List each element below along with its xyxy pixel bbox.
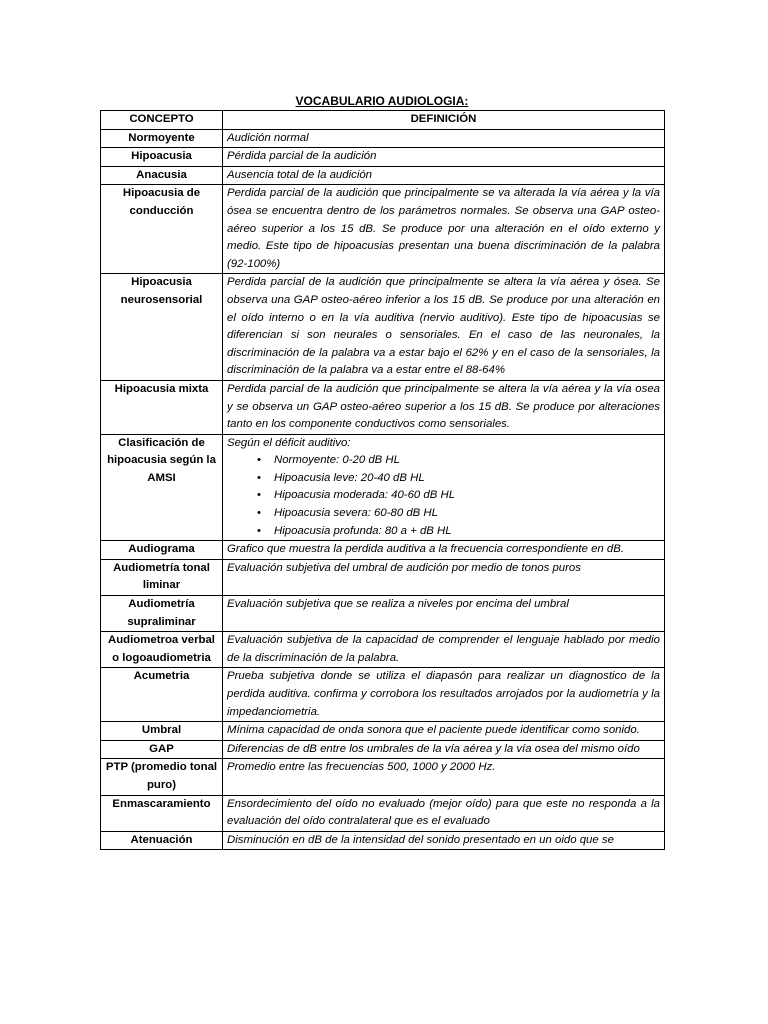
definition-cell: Audición normal [223,129,665,148]
definition-cell: Mínima capacidad de onda sonora que el paciente puede identificar como sonido. [223,722,665,741]
header-concept: CONCEPTO [101,111,223,130]
header-definition: DEFINICIÓN [223,111,665,130]
concept-cell: Audiometría supraliminar [101,596,223,632]
definition-cell: Evaluación subjetiva del umbral de audición por medio de tonos puros [223,559,665,595]
table-row [101,380,665,434]
vocabulary-table [100,110,665,850]
definition-cell: Disminución en dB de la intensidad del sonido presentado en un oido que se [223,831,665,850]
concept-cell: Atenuación [101,831,223,850]
concept-cell: Hipoacusia neurosensorial [101,274,223,381]
classification-list [227,452,660,540]
definition-cell: Diferencias de dB entre los umbrales de la vía aérea y la vía osea del mismo oído [223,740,665,759]
concept-cell: Normoyente [101,129,223,148]
table-row [101,274,665,381]
definition-cell: Pérdida parcial de la audición [223,148,665,167]
table-row [101,596,665,632]
definition-cell: Perdida parcial de la audición que principalmente se altera la vía aérea y ósea. Se observa una GAP osteo-aéreo inferior a los 15 dB. Se produce por una alteración en el oído interno o en la vía auditiva (nervio auditivo). Este tipo de hipoacusias se diferencian si son neurales o sensoriales. En el caso de las neuronales, la discriminación de la palabra va a estar bajo el 62% y en el caso de la sensoriales, la discriminación de la palabra va a estar entre el 88-64% [223,274,665,381]
document-title: VOCABULARIO AUDIOLOGIA: [295,94,469,108]
definition-cell: Evaluación subjetiva de la capacidad de comprender el lenguaje hablado por medio de la discriminación de la palabra. [223,632,665,668]
definition-cell: Perdida parcial de la audición que principalmente se altera la vía aérea y la vía osea y se observa un GAP osteo-aéreo superior a los 15 dB. Se produce por alteraciones tanto en los componente conductivos como sensoriales. [223,380,665,434]
concept-cell: Audiometría tonal liminar [101,559,223,595]
table-row [101,148,665,167]
concept-cell: Clasificación de hipoacusia según la AMSI [101,434,223,541]
definition-intro: Según el déficit auditivo: [227,436,351,449]
concept-cell: Acumetria [101,668,223,722]
table-row [101,740,665,759]
concept-cell: Enmascaramiento [101,795,223,831]
concept-cell: PTP (promedio tonal puro) [101,759,223,795]
table-row [101,795,665,831]
list-item: • Hipoacusia severa: 60-80 dB HL [257,505,660,523]
table-row [101,831,665,850]
definition-cell: Prueba subjetiva donde se utiliza el diapasón para realizar un diagnostico de la perdida auditiva. confirma y corrobora los resultados arrojados por la audiometría y la impedanciometria. [223,668,665,722]
definition-cell: Grafico que muestra la perdida auditiva a la frecuencia correspondiente en dB. [223,541,665,560]
list-item: • Hipoacusia profunda: 80 a + dB HL [257,523,660,541]
concept-cell: Hipoacusia de conducción [101,185,223,274]
table-row [101,185,665,274]
list-item: • Hipoacusia leve: 20-40 dB HL [257,470,660,488]
table-row [101,129,665,148]
table-header-row [101,111,665,130]
table-row [101,166,665,185]
table-row [101,541,665,560]
concept-cell: Umbral [101,722,223,741]
concept-cell: Hipoacusia mixta [101,380,223,434]
definition-cell: Promedio entre las frecuencias 500, 1000 y 2000 Hz. [223,759,665,795]
table-row [101,668,665,722]
concept-cell: Hipoacusia [101,148,223,167]
table-row [101,722,665,741]
definition-cell: Ausencia total de la audición [223,166,665,185]
concept-cell: Anacusia [101,166,223,185]
concept-cell: Audiometroa verbal o logoaudiometria [101,632,223,668]
table-row [101,559,665,595]
definition-cell [223,434,665,541]
table-row [101,434,665,541]
list-item: • Hipoacusia moderada: 40-60 dB HL [257,487,660,505]
table-row [101,632,665,668]
list-item: • Normoyente: 0-20 dB HL [257,452,660,470]
definition-cell: Evaluación subjetiva que se realiza a niveles por encima del umbral [223,596,665,632]
concept-cell: GAP [101,740,223,759]
table-row [101,759,665,795]
definition-cell: Perdida parcial de la audición que principalmente se va alterada la vía aérea y la vía ósea se encuentra dentro de los parámetros normales. Se observa una GAP osteo-aéreo superior a los 15 dB. Se produce por una alteración en el oído externo y medio. Este tipo de hipoacusias presentan una buena discriminación de la palabra (92-100%) [223,185,665,274]
definition-cell: Ensordecimiento del oído no evaluado (mejor oído) para que este no responda a la evaluación del oído contralateral que es el evaluado [223,795,665,831]
concept-cell: Audiograma [101,541,223,560]
document-page [100,93,664,850]
